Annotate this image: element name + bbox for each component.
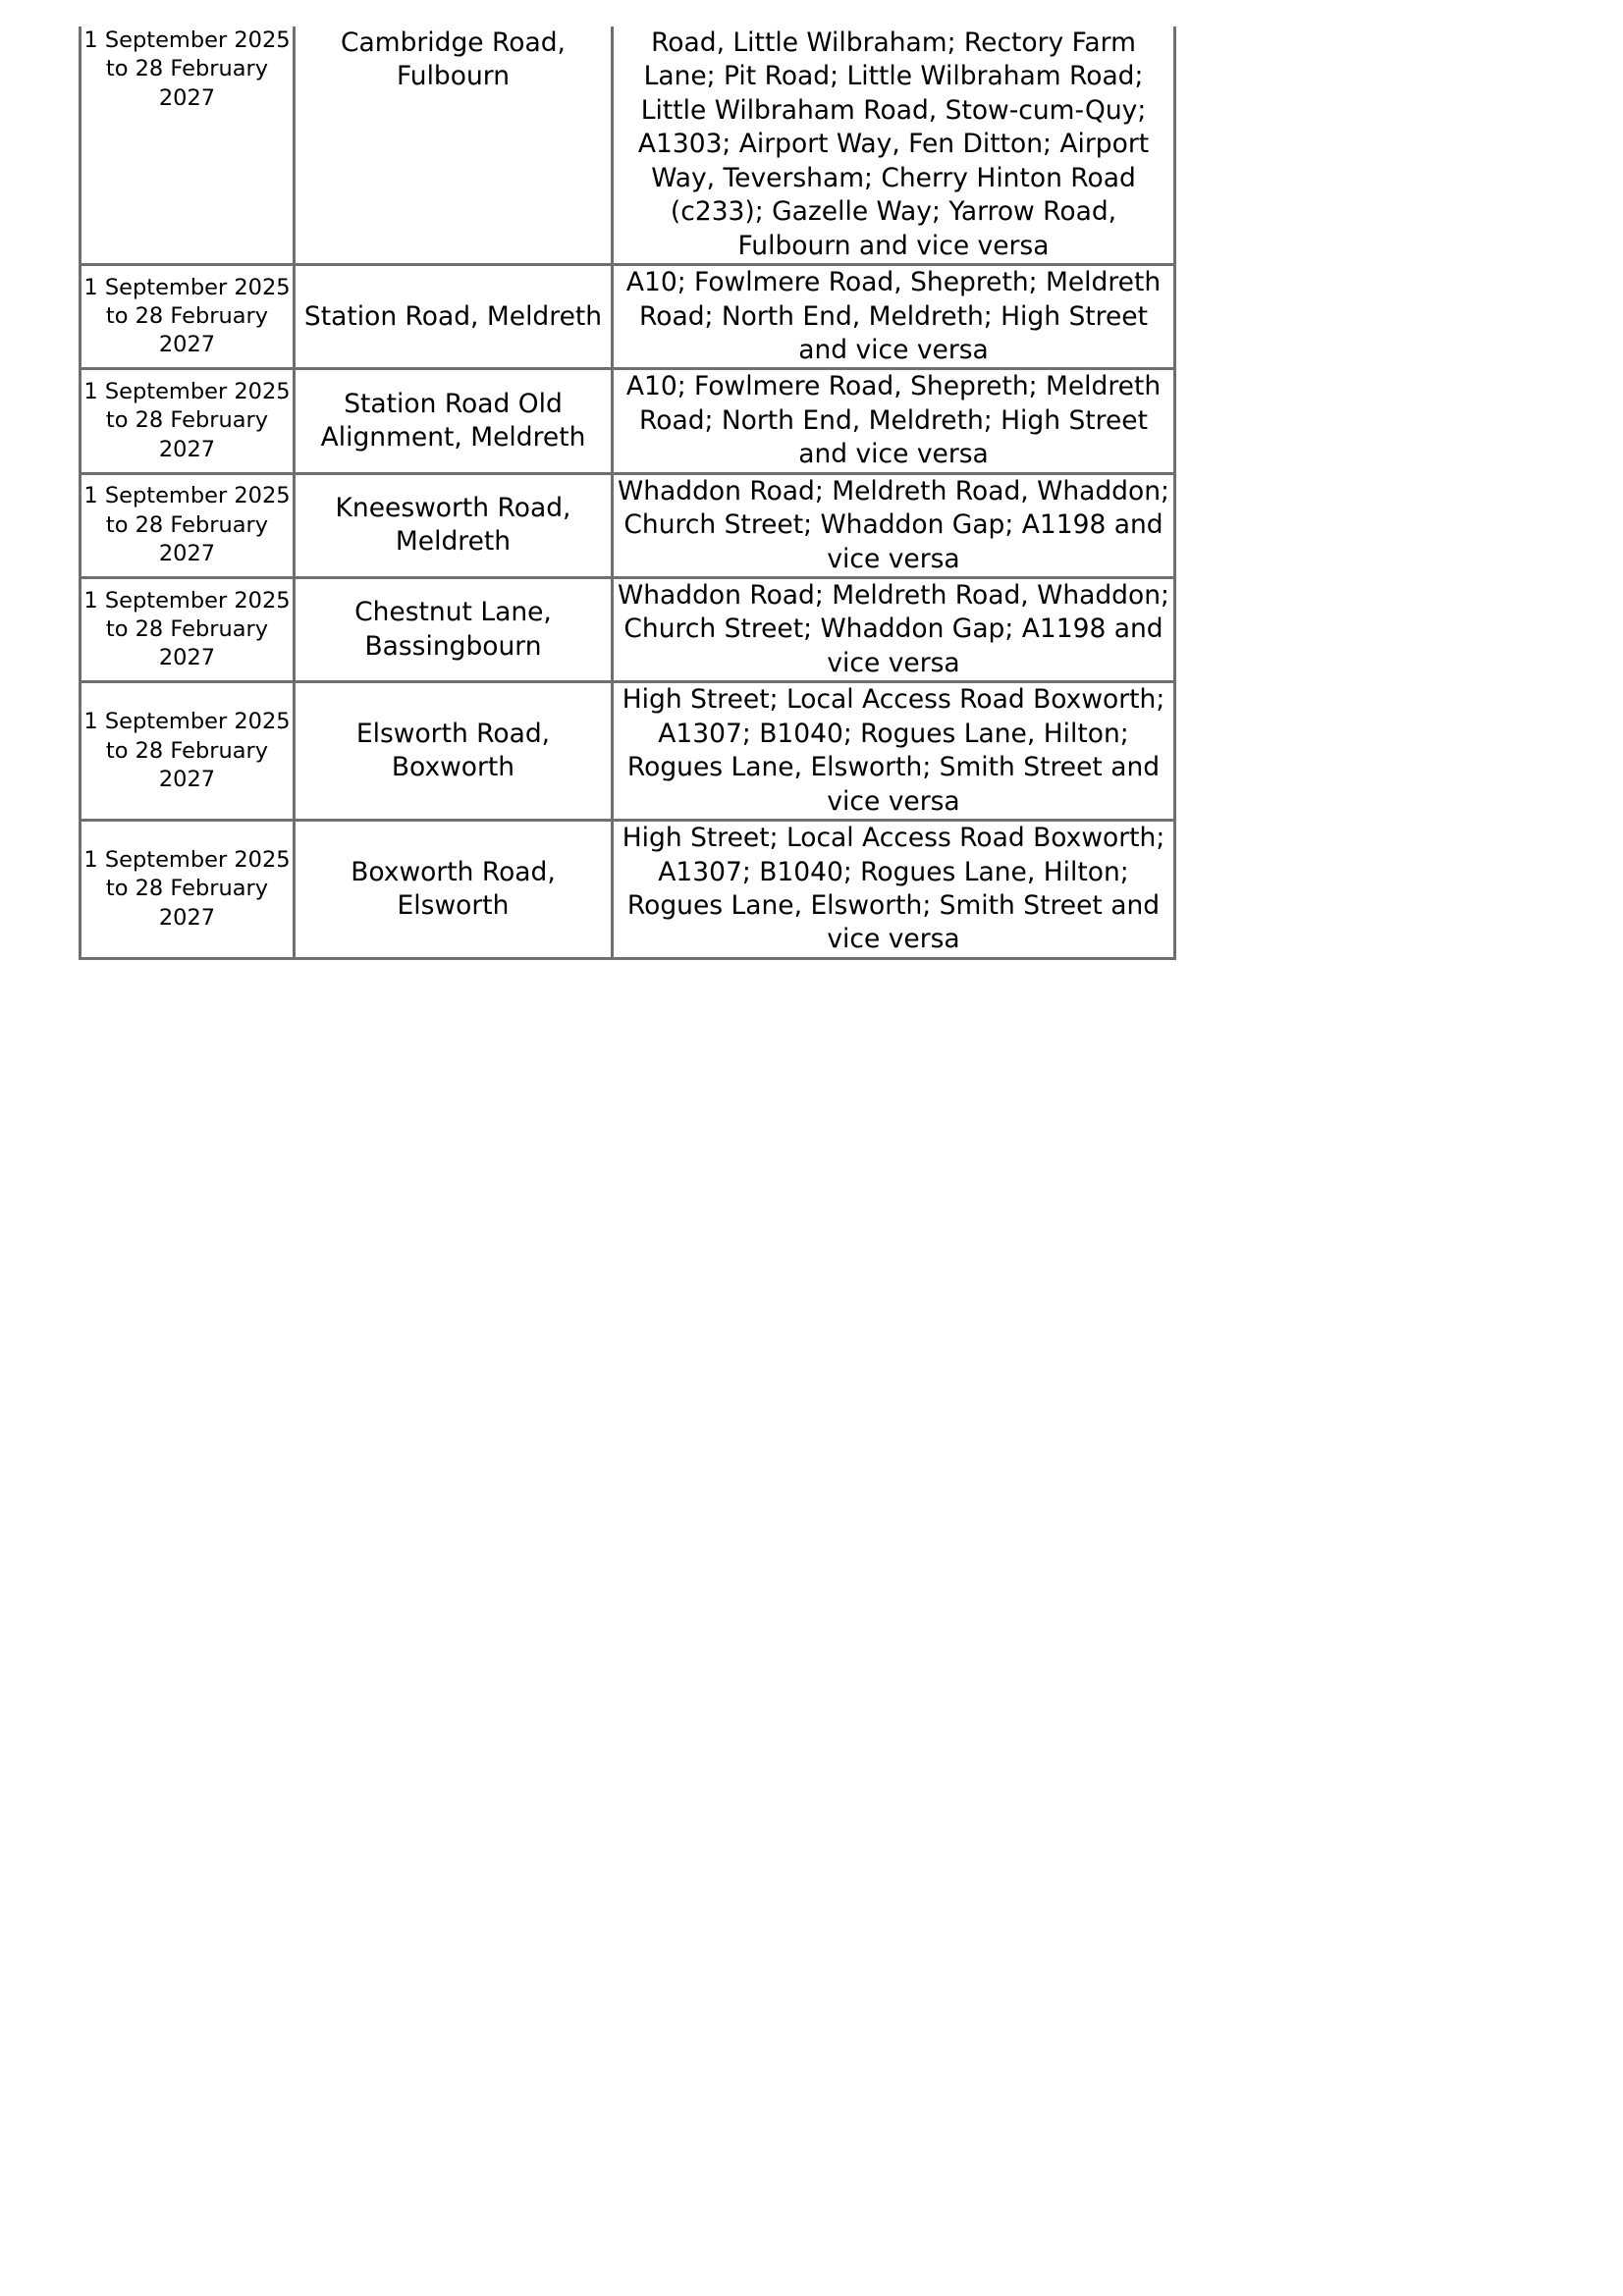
closure-period-cell: 1 September 2025 to 28 February 2027 (81, 265, 295, 369)
table-row (81, 473, 1175, 577)
road-name-cell: Kneesworth Road, Meldreth (295, 473, 613, 577)
table-row (81, 578, 1175, 682)
closure-period-cell: 1 September 2025 to 28 February 2027 (81, 821, 295, 959)
road-name-cell: Station Road, Meldreth (295, 265, 613, 369)
table-row (81, 682, 1175, 821)
table-row (81, 265, 1175, 369)
diversion-route-cell: A10; Fowlmere Road, Shepreth; Meldreth Road; North End, Meldreth; High Street and vice versa (613, 369, 1175, 473)
diversion-route-cell: Whaddon Road; Meldreth Road, Whaddon; Church Street; Whaddon Gap; A1198 and vice versa (613, 473, 1175, 577)
road-name-cell: Station Road Old Alignment, Meldreth (295, 369, 613, 473)
diversion-route-cell: High Street; Local Access Road Boxworth; A1307; B1040; Rogues Lane, Hilton; Rogues Lane, Elsworth; Smith Street and vice versa (613, 682, 1175, 821)
road-closures-table (79, 27, 1176, 960)
diversion-route-cell: A10; Fowlmere Road, Shepreth; Meldreth Road; North End, Meldreth; High Street and vice versa (613, 265, 1175, 369)
road-name-cell: Elsworth Road, Boxworth (295, 682, 613, 821)
closure-period-cell: 1 September 2025 to 28 February 2027 (81, 578, 295, 682)
road-name-cell: Chestnut Lane, Bassingbourn (295, 578, 613, 682)
table-row (81, 27, 1175, 265)
closure-period-cell: 1 September 2025 to 28 February 2027 (81, 473, 295, 577)
closure-period-cell: 1 September 2025 to 28 February 2027 (81, 369, 295, 473)
table-row (81, 369, 1175, 473)
diversion-route-cell: Whaddon Road; Meldreth Road, Whaddon; Church Street; Whaddon Gap; A1198 and vice versa (613, 578, 1175, 682)
diversion-route-cell: Road, Little Wilbraham; Rectory Farm Lane; Pit Road; Little Wilbraham Road; Little Wilbraham Road, Stow-cum-Quy; A1303; Airport Way, Fen Ditton; Airport Way, Teversham; Cherry Hinton Road (c233); Gazelle Way; Yarrow Road, Fulbourn and vice versa (613, 27, 1175, 265)
road-name-cell: Boxworth Road, Elsworth (295, 821, 613, 959)
closure-period-cell: 1 September 2025 to 28 February 2027 (81, 27, 295, 265)
road-name-cell: Cambridge Road, Fulbourn (295, 27, 613, 265)
closure-period-cell: 1 September 2025 to 28 February 2027 (81, 682, 295, 821)
table-row (81, 821, 1175, 959)
diversion-route-cell: High Street; Local Access Road Boxworth; A1307; B1040; Rogues Lane, Hilton; Rogues Lane, Elsworth; Smith Street and vice versa (613, 821, 1175, 959)
